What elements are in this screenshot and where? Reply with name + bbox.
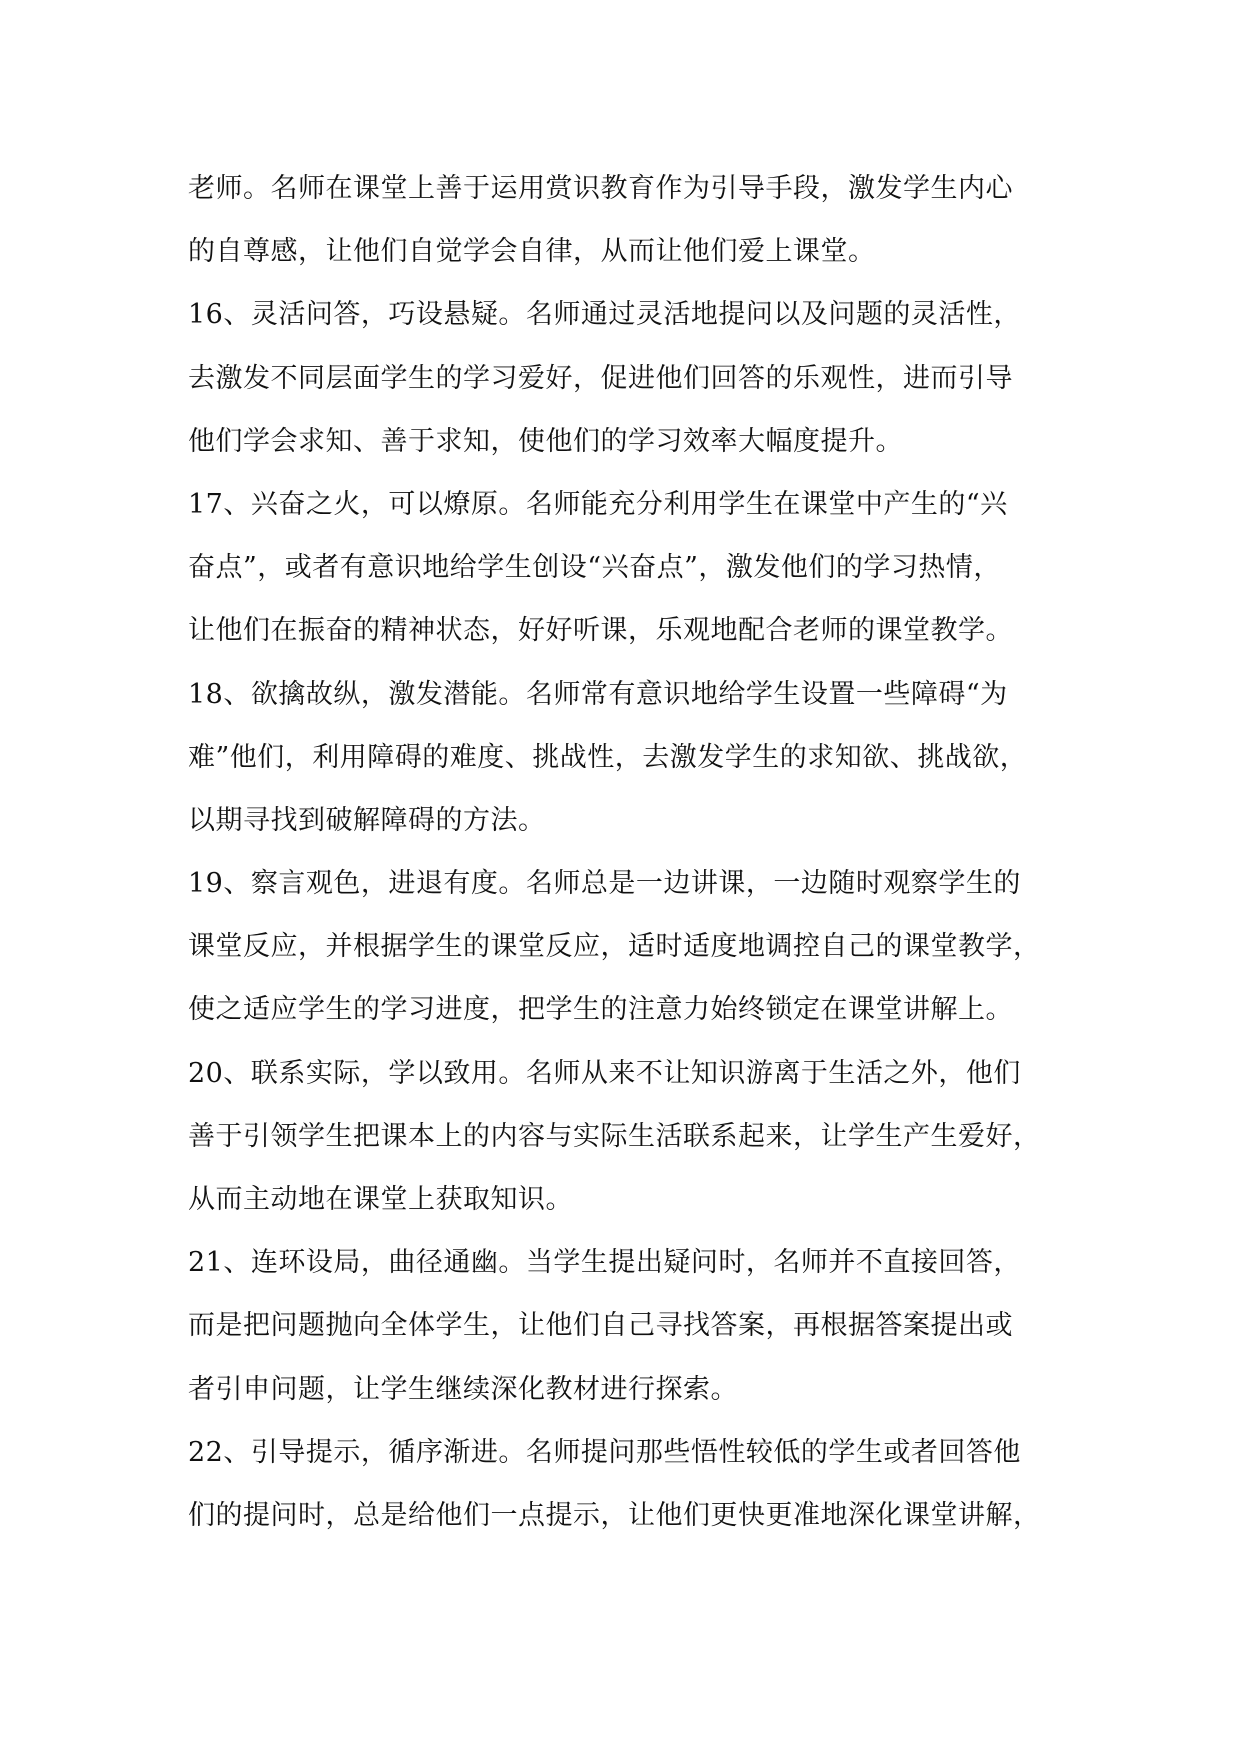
text-line: 22、引导提示，循序渐进。名师提问那些悟性较低的学生或者回答他 (188, 1436, 1021, 1468)
text-line: 18、欲擒故纵，激发潜能。名师常有意识地给学生设置一些障碍“为 (188, 678, 1008, 710)
text-line: 让他们在振奋的精神状态，好好听课，乐观地配合老师的课堂教学。 (188, 615, 1013, 647)
text-line: 难”他们，利用障碍的难度、挑战性，去激发学生的求知欲、挑战欲， (188, 741, 1028, 773)
text-line: 19、察言观色，进退有度。名师总是一边讲课，一边随时观察学生的 (188, 868, 1021, 900)
text-line: 17、兴奋之火，可以燎原。名师能充分利用学生在课堂中产生的“兴 (188, 488, 1008, 520)
text-line: 16、灵活问答，巧设悬疑。名师通过灵活地提问以及问题的灵活性， (188, 299, 1021, 331)
text-line: 们的提问时，总是给他们一点提示，让他们更快更准地深化课堂讲解， (188, 1499, 1041, 1531)
text-line: 的自尊感，让他们自觉学会自律，从而让他们爱上课堂。 (188, 236, 876, 268)
text-line: 21、连环设局，曲径通幽。当学生提出疑问时，名师并不直接回答， (188, 1247, 1021, 1279)
text-line: 从而主动地在课堂上获取知识。 (188, 1184, 573, 1215)
text-line: 去激发不同层面学生的学习爱好，促进他们回答的乐观性，进而引导 (188, 362, 1013, 394)
text-line: 奋点”，或者有意识地给学生创设“兴奋点”，激发他们的学习热情， (188, 552, 1001, 584)
text-line: 课堂反应，并根据学生的课堂反应，适时适度地调控自己的课堂教学， (188, 931, 1041, 963)
text-line: 使之适应学生的学习进度，把学生的注意力始终锁定在课堂讲解上。 (188, 994, 1013, 1026)
text-line: 20、联系实际，学以致用。名师从来不让知识游离于生活之外，他们 (188, 1057, 1021, 1089)
text-line: 他们学会求知、善于求知，使他们的学习效率大幅度提升。 (188, 425, 903, 457)
text-line: 善于引领学生把课本上的内容与实际生活联系起来，让学生产生爱好， (188, 1120, 1041, 1152)
text-line: 老师。名师在课堂上善于运用赏识教育作为引导手段，激发学生内心 (188, 173, 1013, 204)
text-line: 以期寻找到破解障碍的方法。 (188, 804, 546, 836)
text-line: 而是把问题抛向全体学生，让他们自己寻找答案，再根据答案提出或 (188, 1310, 1013, 1342)
body-text (188, 157, 1068, 1547)
text-line: 者引申问题，让学生继续深化教材进行探索。 (188, 1373, 738, 1405)
